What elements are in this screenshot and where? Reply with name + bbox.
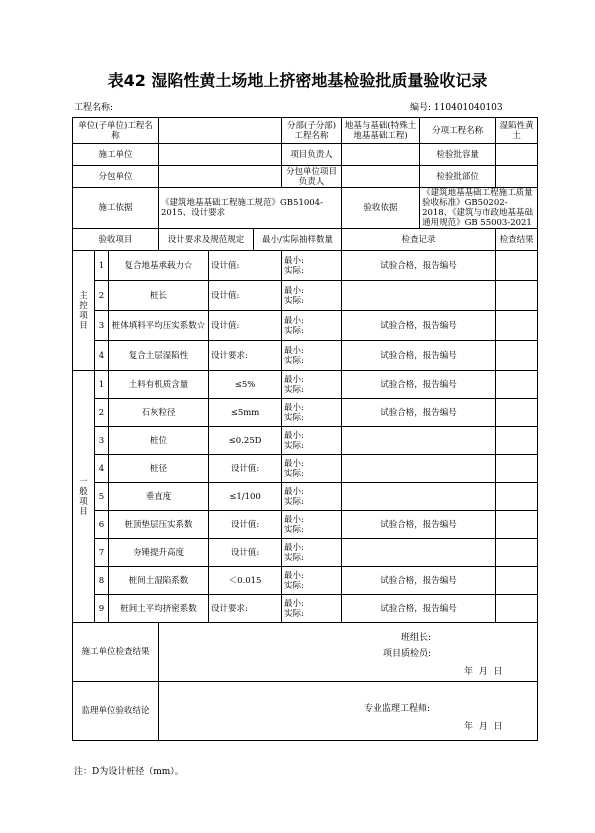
- sample-cell: [282, 341, 342, 371]
- construction-basis-label: 施工依据: [73, 188, 159, 229]
- unit-project-label: 单位(子单位)工程名称: [73, 118, 159, 144]
- main-control-group-label: [73, 251, 95, 371]
- subcontractor-pm-label: 分包单位项目负责人: [282, 166, 342, 188]
- sample-min: 最小:: [284, 486, 304, 497]
- item-name: 土料有机质含量: [109, 371, 209, 399]
- header-record: 检查记录: [342, 229, 496, 251]
- check-result[interactable]: [496, 251, 538, 281]
- item-no: 3: [95, 311, 109, 341]
- construction-date: 年 月 日: [464, 667, 503, 677]
- item-no: 8: [95, 567, 109, 595]
- check-record: [342, 281, 496, 311]
- item-no: 1: [95, 251, 109, 281]
- sample-min: 最小:: [284, 542, 304, 553]
- item-no: 4: [95, 341, 109, 371]
- construction-unit-label: 施工单位: [73, 144, 159, 166]
- acceptance-basis-value: 《建筑地基基础工程施工质量验收标准》GB50202-2018、《建筑与市政地基基础通用规范》GB 55003-2021: [420, 188, 538, 229]
- sample-min: 最小:: [284, 285, 304, 296]
- item-requirement: ＜0.015: [209, 567, 282, 595]
- check-result[interactable]: [496, 399, 538, 427]
- item-name: 复合地基承载力☆: [109, 251, 209, 281]
- check-result[interactable]: [496, 511, 538, 539]
- sample-actual: 实际:: [284, 440, 304, 451]
- acceptance-basis-label: 验收依据: [342, 188, 420, 229]
- general-group-text: 一般项目: [79, 476, 88, 517]
- item-name: 桩长: [109, 281, 209, 311]
- item-project-value: 湿陷性黄土: [496, 118, 538, 144]
- subdivision-value: 地基与基础(特殊土地基基础工程): [342, 118, 420, 144]
- item-no: 6: [95, 511, 109, 539]
- check-result[interactable]: [496, 595, 538, 623]
- check-record: 试验合格，报告编号: [342, 251, 496, 281]
- sample-cell: [282, 511, 342, 539]
- supervision-area[interactable]: [159, 682, 538, 741]
- item-requirement: ≤1/100: [209, 483, 282, 511]
- sample-actual: 实际:: [284, 608, 304, 619]
- header-item: 验收项目: [73, 229, 159, 251]
- sample-min: 最小:: [284, 345, 304, 356]
- construction-basis-value: 《建筑地基基础工程施工规范》GB51004-2015、设计要求: [159, 188, 342, 229]
- item-requirement: ≤5%: [209, 371, 282, 399]
- sample-actual: 实际:: [284, 384, 304, 395]
- item-name: 桩径: [109, 455, 209, 483]
- item-no: 4: [95, 455, 109, 483]
- item-requirement: 设计值:: [209, 281, 282, 311]
- inspector-label: 项目质检员:: [383, 649, 432, 659]
- check-result[interactable]: [496, 371, 538, 399]
- item-requirement: 设计值:: [209, 511, 282, 539]
- subcontractor-value[interactable]: [159, 166, 282, 188]
- check-record: [342, 455, 496, 483]
- sample-cell: [282, 251, 342, 281]
- sample-cell: [282, 399, 342, 427]
- item-no: 2: [95, 281, 109, 311]
- lot-location-label: 检验批部位: [420, 166, 496, 188]
- check-result[interactable]: [496, 567, 538, 595]
- general-group-label: [73, 371, 95, 623]
- item-name: 复合土层湿陷性: [109, 341, 209, 371]
- code-label: 编号:: [410, 103, 432, 113]
- supervision-date: 年 月 日: [464, 722, 503, 732]
- sample-cell: [282, 311, 342, 341]
- item-name: 桩位: [109, 427, 209, 455]
- sample-min: 最小:: [284, 374, 304, 385]
- item-name: 夯锤提升高度: [109, 539, 209, 567]
- item-no: 2: [95, 399, 109, 427]
- sample-actual: 实际:: [284, 524, 304, 535]
- item-project-label: 分项工程名称: [420, 118, 496, 144]
- item-requirement: 设计值:: [209, 311, 282, 341]
- item-requirement: 设计要求:: [209, 341, 282, 371]
- item-no: 3: [95, 427, 109, 455]
- main-group-text: 主控项目: [79, 290, 88, 331]
- project-manager-label: 项目负责人: [282, 144, 342, 166]
- construction-unit-value[interactable]: [159, 144, 282, 166]
- acceptance-form-table: [72, 117, 538, 741]
- sample-cell: [282, 567, 342, 595]
- sample-cell: [282, 483, 342, 511]
- team-leader-label: 班组长:: [401, 633, 432, 643]
- sample-cell: [282, 455, 342, 483]
- sample-min: 最小:: [284, 514, 304, 525]
- check-record: 试验合格，报告编号: [342, 311, 496, 341]
- check-record: 试验合格，报告编号: [342, 341, 496, 371]
- item-no: 1: [95, 371, 109, 399]
- sample-actual: 实际:: [284, 412, 304, 423]
- item-no: 5: [95, 483, 109, 511]
- check-result[interactable]: [496, 539, 538, 567]
- sample-min: 最小:: [284, 315, 304, 326]
- document-code: [410, 100, 503, 113]
- page-title: 表42 湿陷性黄土场地上挤密地基检验批质量验收记录: [107, 71, 488, 90]
- check-result[interactable]: [496, 483, 538, 511]
- sample-cell: [282, 281, 342, 311]
- sample-cell: [282, 539, 342, 567]
- lot-capacity-label: 检验批容量: [420, 144, 496, 166]
- check-record: 试验合格，报告编号: [342, 567, 496, 595]
- sample-actual: 实际:: [284, 496, 304, 507]
- check-result[interactable]: [496, 281, 538, 311]
- header-result: 检查结果: [496, 229, 538, 251]
- lot-capacity-value[interactable]: [496, 144, 538, 166]
- project-manager-value[interactable]: [342, 144, 420, 166]
- header-sample: 最小/实际抽样数量: [254, 229, 342, 251]
- check-result[interactable]: [496, 311, 538, 341]
- item-name: 桩间土湿陷系数: [109, 567, 209, 595]
- item-name: 石灰粒径: [109, 399, 209, 427]
- sample-min: 最小:: [284, 458, 304, 469]
- item-name: 垂直度: [109, 483, 209, 511]
- sample-actual: 实际:: [284, 355, 304, 366]
- code-value: 110401040103: [433, 103, 503, 113]
- sample-actual: 实际:: [284, 265, 304, 276]
- check-record: 试验合格，报告编号: [342, 511, 496, 539]
- check-result[interactable]: [496, 341, 538, 371]
- subcontractor-label: 分包单位: [73, 166, 159, 188]
- subcontractor-pm-value[interactable]: [342, 166, 420, 188]
- check-result[interactable]: [496, 455, 538, 483]
- check-record: 试验合格，报告编号: [342, 371, 496, 399]
- item-requirement: ≤0.25D: [209, 427, 282, 455]
- construction-check-label: 施工单位检查结果: [73, 623, 159, 682]
- sample-min: 最小:: [284, 598, 304, 609]
- unit-project-value[interactable]: [159, 118, 282, 144]
- sample-cell: [282, 371, 342, 399]
- item-requirement: 设计值:: [209, 251, 282, 281]
- check-record: [342, 539, 496, 567]
- check-record: [342, 427, 496, 455]
- item-no: 9: [95, 595, 109, 623]
- item-no: 7: [95, 539, 109, 567]
- sample-cell: [282, 595, 342, 623]
- sample-actual: 实际:: [284, 580, 304, 591]
- check-result[interactable]: [496, 427, 538, 455]
- sample-min: 最小:: [284, 255, 304, 266]
- item-name: 桩顶垫层压实系数: [109, 511, 209, 539]
- item-requirement: 设计要求:: [209, 595, 282, 623]
- subdivision-label: 分部(子分部)工程名称: [282, 118, 342, 144]
- sample-min: 最小:: [284, 402, 304, 413]
- check-record: 试验合格，报告编号: [342, 399, 496, 427]
- sample-min: 最小:: [284, 430, 304, 441]
- item-requirement: 设计值:: [209, 455, 282, 483]
- item-requirement: ≤5mm: [209, 399, 282, 427]
- header-design: 设计要求及规范规定: [159, 229, 254, 251]
- project-name-label: 工程名称:: [74, 103, 114, 113]
- item-name: 桩间土平均挤密系数: [109, 595, 209, 623]
- check-record: [342, 483, 496, 511]
- supervision-label: 监理单位验收结论: [73, 682, 159, 741]
- footnote: 注：D为设计桩径（mm）。: [74, 767, 184, 777]
- construction-check-area[interactable]: [159, 623, 538, 682]
- sample-actual: 实际:: [284, 468, 304, 479]
- item-name: 桩体填料平均压实系数☆: [109, 311, 209, 341]
- check-record: 试验合格，报告编号: [342, 595, 496, 623]
- sample-actual: 实际:: [284, 295, 304, 306]
- sample-min: 最小:: [284, 570, 304, 581]
- supervision-engineer-label: 专业监理工程师:: [364, 704, 431, 714]
- sample-cell: [282, 427, 342, 455]
- sample-actual: 实际:: [284, 552, 304, 563]
- item-requirement: 设计值:: [209, 539, 282, 567]
- lot-location-value[interactable]: [496, 166, 538, 188]
- sample-actual: 实际:: [284, 325, 304, 336]
